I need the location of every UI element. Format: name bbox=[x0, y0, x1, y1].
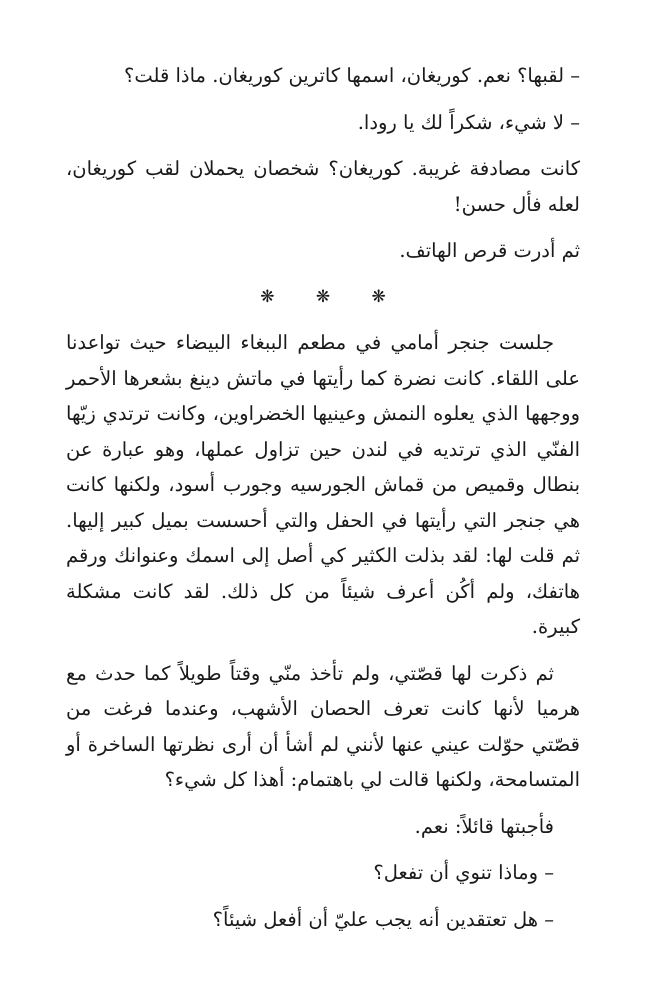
paragraph: جلست جنجر أمامي في مطعم الببغاء البيضاء حيث تواعدنا على اللقاء. كانت نضرة كما رأيتها في ماتش دينغ بشعرها الأحمر ووجهها الذي يعلوه النمش وعينيها الخضراوين، وكانت ترتدي زيّها الفنّي الذي ترتديه في لندن حين تزاول عملها، وهو عبارة عن بنطال وقميص من قماش الجورسيه وجورب أسود، ولكنها كانت هي جنجر التي رأيتها في الحفل والتي أحسست بميل كبير إليها. ثم قلت لها: لقد بذلت الكثير كي أصل إلى اسمك وعنوانك ورقم هاتفك، ولم أكُن أعرف شيئاً من كل ذلك. لقد كانت مشكلة كبيرة. bbox=[66, 331, 580, 638]
section-separator: ❋ ❋ ❋ bbox=[260, 286, 404, 307]
paragraph: ثم ذكرت لها قصّتي، ولم تأخذ منّي وقتاً طويلاً كما حدث مع هرميا لأنها كانت تعرف الحصان الأشهب، وعندما فرغت من قصّتي حوّلت عيني عنها لأنني لم أشأ أن أرى نظرتها الساخرة أو المتسامحة، ولكنها قالت لي باهتمام: أهذا كل شيء؟ bbox=[66, 661, 580, 791]
dialogue-line: – لا شيء، شكراً لك يا رودا. bbox=[357, 110, 580, 134]
dialogue-line: – هل تعتقدين أنه يجب عليّ أن أفعل شيئاً؟ bbox=[212, 907, 554, 931]
book-page bbox=[66, 58, 580, 948]
dialogue-line: – وماذا تنوي أن تفعل؟ bbox=[373, 861, 554, 884]
paragraph: فأجبتها قائلاً: نعم. bbox=[414, 814, 554, 838]
paragraph: كانت مصادفة غريبة. كوريغان؟ شخصان يحملان لقب كوريغان، لعله فأل حسن! bbox=[66, 157, 580, 216]
paragraph: ثم أدرت قرص الهاتف. bbox=[399, 239, 580, 262]
dialogue-line: – لقبها؟ نعم. كوريغان، اسمها كاترين كوريغان. ماذا قلت؟ bbox=[124, 64, 580, 87]
